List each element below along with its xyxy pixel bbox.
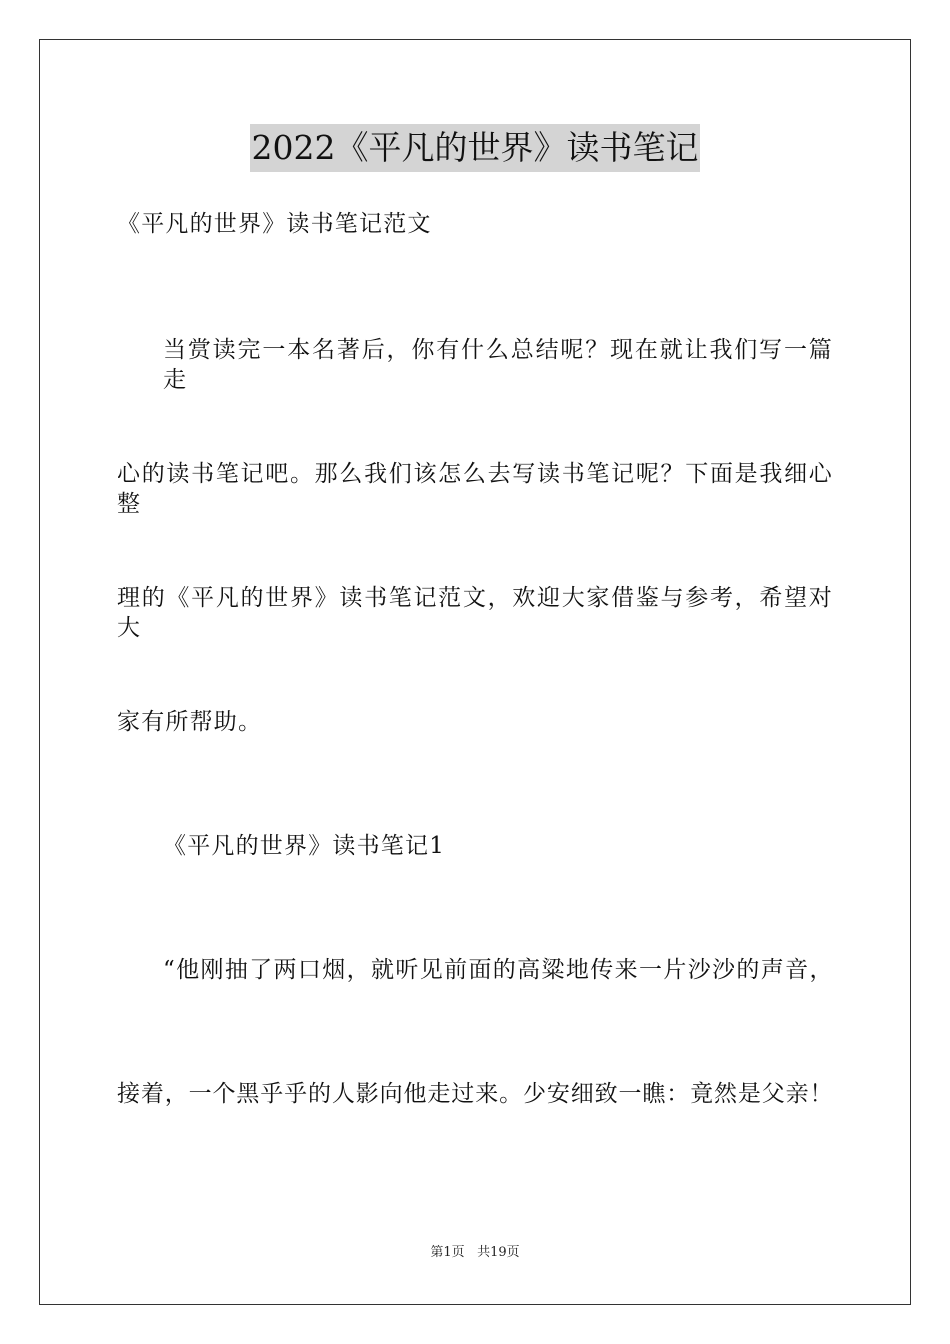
paragraph-line: 当赏读完一本名著后，你有什么总结呢？现在就让我们写一篇走 <box>163 337 833 393</box>
paragraph-line: 接着，一个黑乎乎的人影向他走过来。少安细致一瞧：竟然是父亲！ <box>117 1081 833 1107</box>
title-container <box>0 124 950 172</box>
document-title: 2022《平凡的世界》读书笔记 <box>250 124 701 172</box>
page-footer <box>0 1244 950 1262</box>
document-subtitle: 《平凡的世界》读书笔记范文 <box>117 211 432 237</box>
paragraph-line: 理的《平凡的世界》读书笔记范文，欢迎大家借鉴与参考，希望对大 <box>117 585 833 641</box>
page-total: 共19页 <box>477 1245 520 1260</box>
page-number: 第1页 <box>430 1245 465 1260</box>
paragraph-line: “他刚抽了两口烟，就听见前面的高粱地传来一片沙沙的声音， <box>163 957 833 983</box>
section-heading: 《平凡的世界》读书笔记1 <box>163 833 446 859</box>
paragraph-line: 心的读书笔记吧。那么我们该怎么去写读书笔记呢？下面是我细心整 <box>117 461 833 517</box>
paragraph-line: 家有所帮助。 <box>117 709 263 735</box>
